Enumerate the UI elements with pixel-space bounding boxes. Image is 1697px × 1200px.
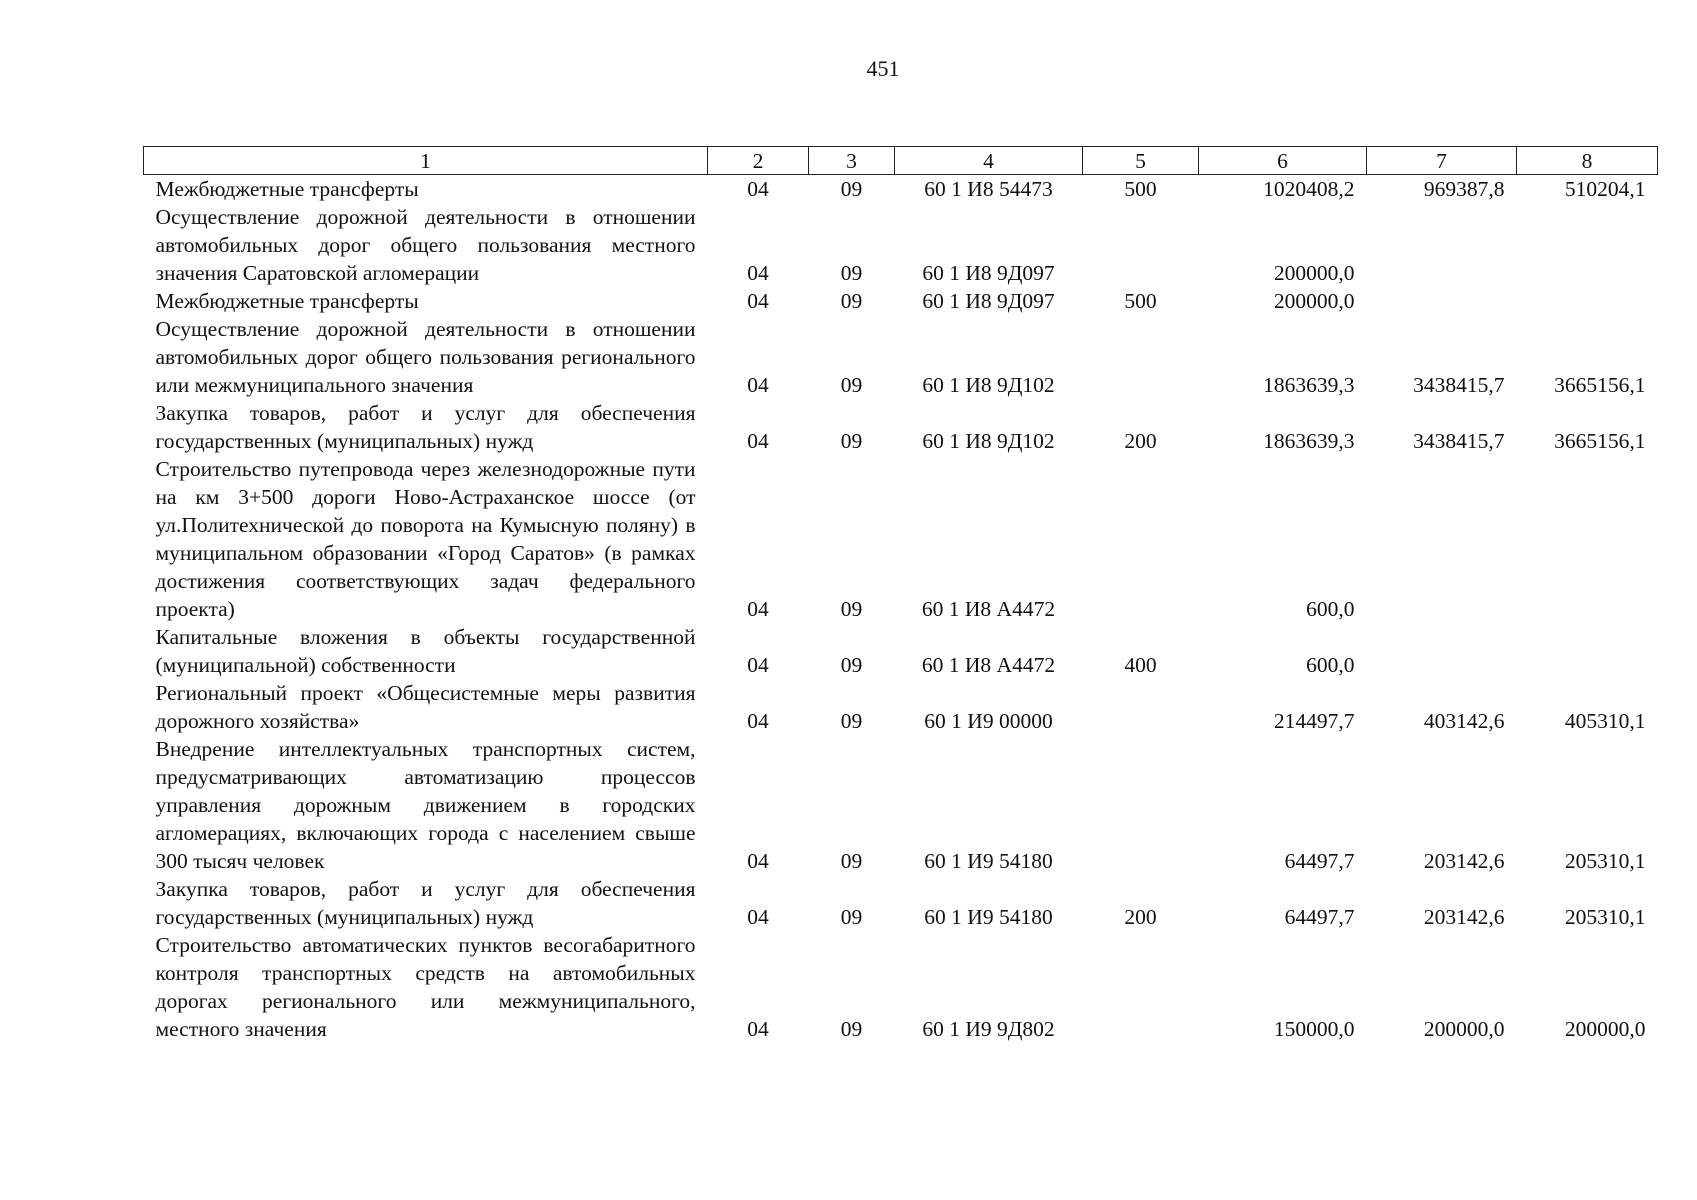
row-description: Осуществление дорожной деятельности в отношении автомобильных дорог общего пользования местного значения Саратовской агломерации	[155, 205, 696, 285]
subsection-code: 09	[840, 709, 863, 733]
table-row	[144, 399, 1658, 455]
subsection-code: 09	[840, 653, 863, 677]
expense-type-code	[1083, 315, 1199, 399]
column-header: 7	[1367, 147, 1517, 175]
row-description: Закупка товаров, работ и услуг для обеспечения государственных (муниципальных) нужд	[155, 401, 696, 453]
amount-col-6: 64497,7	[1284, 905, 1355, 929]
expense-type-code	[1083, 679, 1199, 735]
amount-col-6: 1863639,3	[1263, 373, 1355, 397]
amount-col-6: 150000,0	[1273, 1017, 1355, 1041]
expense-type-code: 500	[1124, 177, 1157, 201]
amount-col-6: 200000,0	[1273, 289, 1355, 313]
section-code: 04	[747, 429, 769, 453]
amount-col-7: 203142,6	[1423, 849, 1505, 873]
amount-col-7	[1367, 203, 1517, 287]
row-description: Капитальные вложения в объекты государственной (муниципальной) собственности	[155, 625, 696, 677]
amount-col-7: 200000,0	[1423, 1017, 1505, 1041]
expense-type-code: 200	[1124, 905, 1157, 929]
budget-table	[143, 146, 1658, 1043]
amount-col-8: 205310,1	[1564, 849, 1646, 873]
section-code: 04	[747, 1017, 769, 1041]
amount-col-7	[1367, 455, 1517, 623]
expense-type-code: 500	[1124, 289, 1157, 313]
row-description: Внедрение интеллектуальных транспортных систем, предусматривающих автоматизацию процессов управления дорожным движением в городских агломерациях, включающих города с населением свыше 300 тысяч человек	[155, 737, 696, 873]
amount-col-6: 1863639,3	[1263, 429, 1355, 453]
column-header: 1	[144, 147, 708, 175]
amount-col-8: 205310,1	[1564, 905, 1646, 929]
amount-col-7: 203142,6	[1423, 905, 1505, 929]
row-description: Строительство автоматических пунктов весогабаритного контроля транспортных средств на автомобильных дорогах регионального или межмуниципального, местного значения	[155, 933, 696, 1041]
amount-col-6: 600,0	[1306, 653, 1355, 677]
target-article-code: 60 1 И8 54473	[924, 177, 1053, 201]
amount-col-8: 200000,0	[1564, 1017, 1646, 1041]
subsection-code: 09	[840, 177, 863, 201]
column-header: 2	[708, 147, 809, 175]
table-row	[144, 315, 1658, 399]
section-code: 04	[747, 373, 769, 397]
table-row	[144, 931, 1658, 1043]
table-row	[144, 455, 1658, 623]
subsection-code: 09	[840, 429, 863, 453]
amount-col-6: 600,0	[1306, 597, 1355, 621]
amount-col-6: 64497,7	[1284, 849, 1355, 873]
amount-col-8: 3665156,1	[1554, 429, 1646, 453]
amount-col-8	[1517, 203, 1658, 287]
subsection-code: 09	[840, 849, 863, 873]
expense-type-code	[1083, 203, 1199, 287]
expense-type-code: 400	[1124, 653, 1157, 677]
table-row	[144, 735, 1658, 875]
target-article-code: 60 1 И8 9Д097	[922, 289, 1055, 313]
row-description: Межбюджетные трансферты	[155, 289, 419, 313]
target-article-code: 60 1 И8 9Д102	[922, 373, 1055, 397]
subsection-code: 09	[840, 1017, 863, 1041]
table-header-row	[144, 147, 1658, 175]
target-article-code: 60 1 И8 А4472	[921, 653, 1056, 677]
target-article-code: 60 1 И8 А4472	[921, 597, 1056, 621]
row-description: Межбюджетные трансферты	[155, 177, 419, 201]
subsection-code: 09	[840, 905, 863, 929]
amount-col-7: 3438415,7	[1413, 373, 1505, 397]
expense-type-code	[1083, 931, 1199, 1043]
column-header: 8	[1517, 147, 1658, 175]
subsection-code: 09	[840, 373, 863, 397]
page-number: 451	[866, 56, 900, 81]
table-row	[144, 175, 1658, 204]
amount-col-8: 3665156,1	[1554, 373, 1646, 397]
row-description: Строительство путепровода через железнодорожные пути на км 3+500 дороги Ново-Астраханское шоссе (от ул.Политехнической до поворота на Кумысную поляну) в муниципальном образовании «Город Саратов» (в рамках достижения соответствующих задач федерального проекта)	[155, 457, 696, 621]
amount-col-7: 403142,6	[1423, 709, 1505, 733]
subsection-code: 09	[840, 597, 863, 621]
column-header: 5	[1083, 147, 1199, 175]
subsection-code: 09	[840, 261, 863, 285]
table-row	[144, 679, 1658, 735]
column-header: 6	[1199, 147, 1367, 175]
target-article-code: 60 1 И9 54180	[924, 905, 1053, 929]
expense-type-code	[1083, 735, 1199, 875]
section-code: 04	[747, 905, 769, 929]
row-description: Региональный проект «Общесистемные меры развития дорожного хозяйства»	[155, 681, 696, 733]
table-row	[144, 875, 1658, 931]
amount-col-8: 405310,1	[1564, 709, 1646, 733]
expense-type-code	[1083, 455, 1199, 623]
section-code: 04	[747, 597, 769, 621]
table-row	[144, 203, 1658, 287]
target-article-code: 60 1 И9 9Д802	[922, 1017, 1055, 1041]
section-code: 04	[747, 289, 769, 313]
target-article-code: 60 1 И8 9Д102	[922, 429, 1055, 453]
amount-col-7	[1367, 623, 1517, 679]
section-code: 04	[747, 709, 769, 733]
amount-col-8	[1517, 287, 1658, 315]
amount-col-8	[1517, 455, 1658, 623]
amount-col-7: 3438415,7	[1413, 429, 1505, 453]
section-code: 04	[747, 177, 769, 201]
table-row	[144, 287, 1658, 315]
amount-col-6: 1020408,2	[1263, 177, 1355, 201]
section-code: 04	[747, 849, 769, 873]
amount-col-7	[1367, 287, 1517, 315]
expense-type-code: 200	[1124, 429, 1157, 453]
amount-col-6: 200000,0	[1273, 261, 1355, 285]
amount-col-8	[1517, 623, 1658, 679]
row-description: Закупка товаров, работ и услуг для обеспечения государственных (муниципальных) нужд	[155, 877, 696, 929]
amount-col-8: 510204,1	[1564, 177, 1646, 201]
table-body	[144, 175, 1658, 1044]
target-article-code: 60 1 И9 00000	[924, 709, 1053, 733]
target-article-code: 60 1 И8 9Д097	[922, 261, 1055, 285]
subsection-code: 09	[840, 289, 863, 313]
target-article-code: 60 1 И9 54180	[924, 849, 1053, 873]
section-code: 04	[747, 261, 769, 285]
amount-col-6: 214497,7	[1273, 709, 1355, 733]
row-description: Осуществление дорожной деятельности в отношении автомобильных дорог общего пользования регионального или межмуниципального значения	[155, 317, 696, 397]
section-code: 04	[747, 653, 769, 677]
table-row	[144, 623, 1658, 679]
column-header: 3	[809, 147, 895, 175]
amount-col-7: 969387,8	[1423, 177, 1505, 201]
column-header: 4	[895, 147, 1083, 175]
